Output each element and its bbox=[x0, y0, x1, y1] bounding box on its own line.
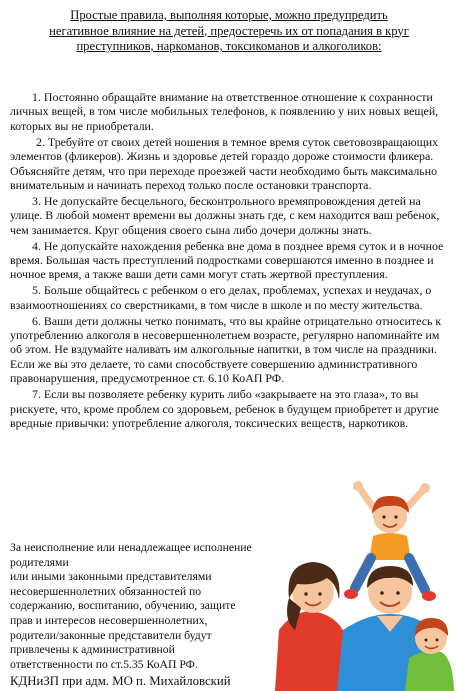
rule-item: 1. Постоянно обращайте внимание на ответственное отношение к сохранности личных вещей, в том числе мобильных телефонов, к появлению у них новых вещей, которых вы не приобретали. bbox=[10, 90, 439, 133]
notice-line: или иными законными представителями bbox=[10, 570, 212, 584]
rule-item: 6. Ваши дети должны четко понимать, что вы крайне отрицательно относитесь к употреблению алкоголя в несовершеннолетнем возрасте, регулярно напоминайте им об этом. Не вздумайте наливать им алкогольные напитки, в том числе на праздники. Если же вы это делаете, то сами способствуете совершению административного правонарушения, предусмотренное ст. 6.10 КоАП РФ. bbox=[10, 313, 442, 386]
footer-organization: КДНиЗП при адм. МО п. Михайловский bbox=[10, 674, 231, 688]
rule-item: 5. Больше общайтесь с ребенком о его делах, проблемах, успехах и неудачах, о взаимоотношениях со сверстниками, в том числе в школе и по месту жительства. bbox=[10, 283, 432, 312]
family-illustration-icon bbox=[255, 480, 455, 691]
title-line: Простые правила, выполняя которые, можно предупредить bbox=[70, 8, 388, 22]
notice-line: несовершеннолетних обязанностей по bbox=[10, 584, 202, 598]
rules-list bbox=[10, 90, 452, 432]
rule-item: 2. Требуйте от своих детей ношения в темное время суток световозвращающих элементов (фликеров). Жизнь и здоровье детей гораздо дороже стоимости фликера. Объясняйте детям, что при переходе проезжей части необходимо быть максимально внимательным и начинать переход только после остановки транспорта. bbox=[10, 134, 439, 192]
rule-item: 3. Не допускайте бесцельного, бесконтрольного времяпровождения детей на улице. В любой момент времени вы должны знать где, с кем находится ваш ребенок, чем занимается. Круг общения своего сына либо дочери должны знать. bbox=[10, 193, 440, 237]
notice-line: ответственности по ст.5.35 КоАП РФ. bbox=[10, 657, 198, 671]
rule-item: 4. Не допускайте нахождения ребенка вне дома в позднее время суток и в ночное время. Большая часть преступлений подростками совершаются именно в позднее и ночное время, а также ваши дети сами могут стать жертвой преступления. bbox=[10, 238, 444, 282]
notice-line: прав и интересов несовершеннолетних, bbox=[10, 613, 208, 627]
title-line: преступников, наркоманов, токсикоманов и алкоголиков: bbox=[76, 39, 382, 53]
notice-line: содержанию, воспитанию, обучению, защите bbox=[10, 599, 236, 613]
notice-line: родители/законные представители будут bbox=[10, 628, 212, 642]
page-title bbox=[24, 8, 434, 55]
title-line: негативное влияние на детей, предостеречь их от попадания в круг bbox=[49, 23, 409, 38]
rule-item: 7. Если вы позволяете ребенку курить либо «закрываете на это глаза», то вы рискуете, что, кроме проблем со здоровьем, ребенок в будущем приобретет и другие вредные привычки: употребление алкоголя, токсических веществ, наркотиков. bbox=[10, 387, 439, 430]
notice-line: За неисполнение или ненадлежащее исполнение родителями bbox=[10, 541, 252, 569]
liability-notice bbox=[10, 541, 272, 672]
notice-line: привлечены к административной bbox=[10, 643, 175, 657]
